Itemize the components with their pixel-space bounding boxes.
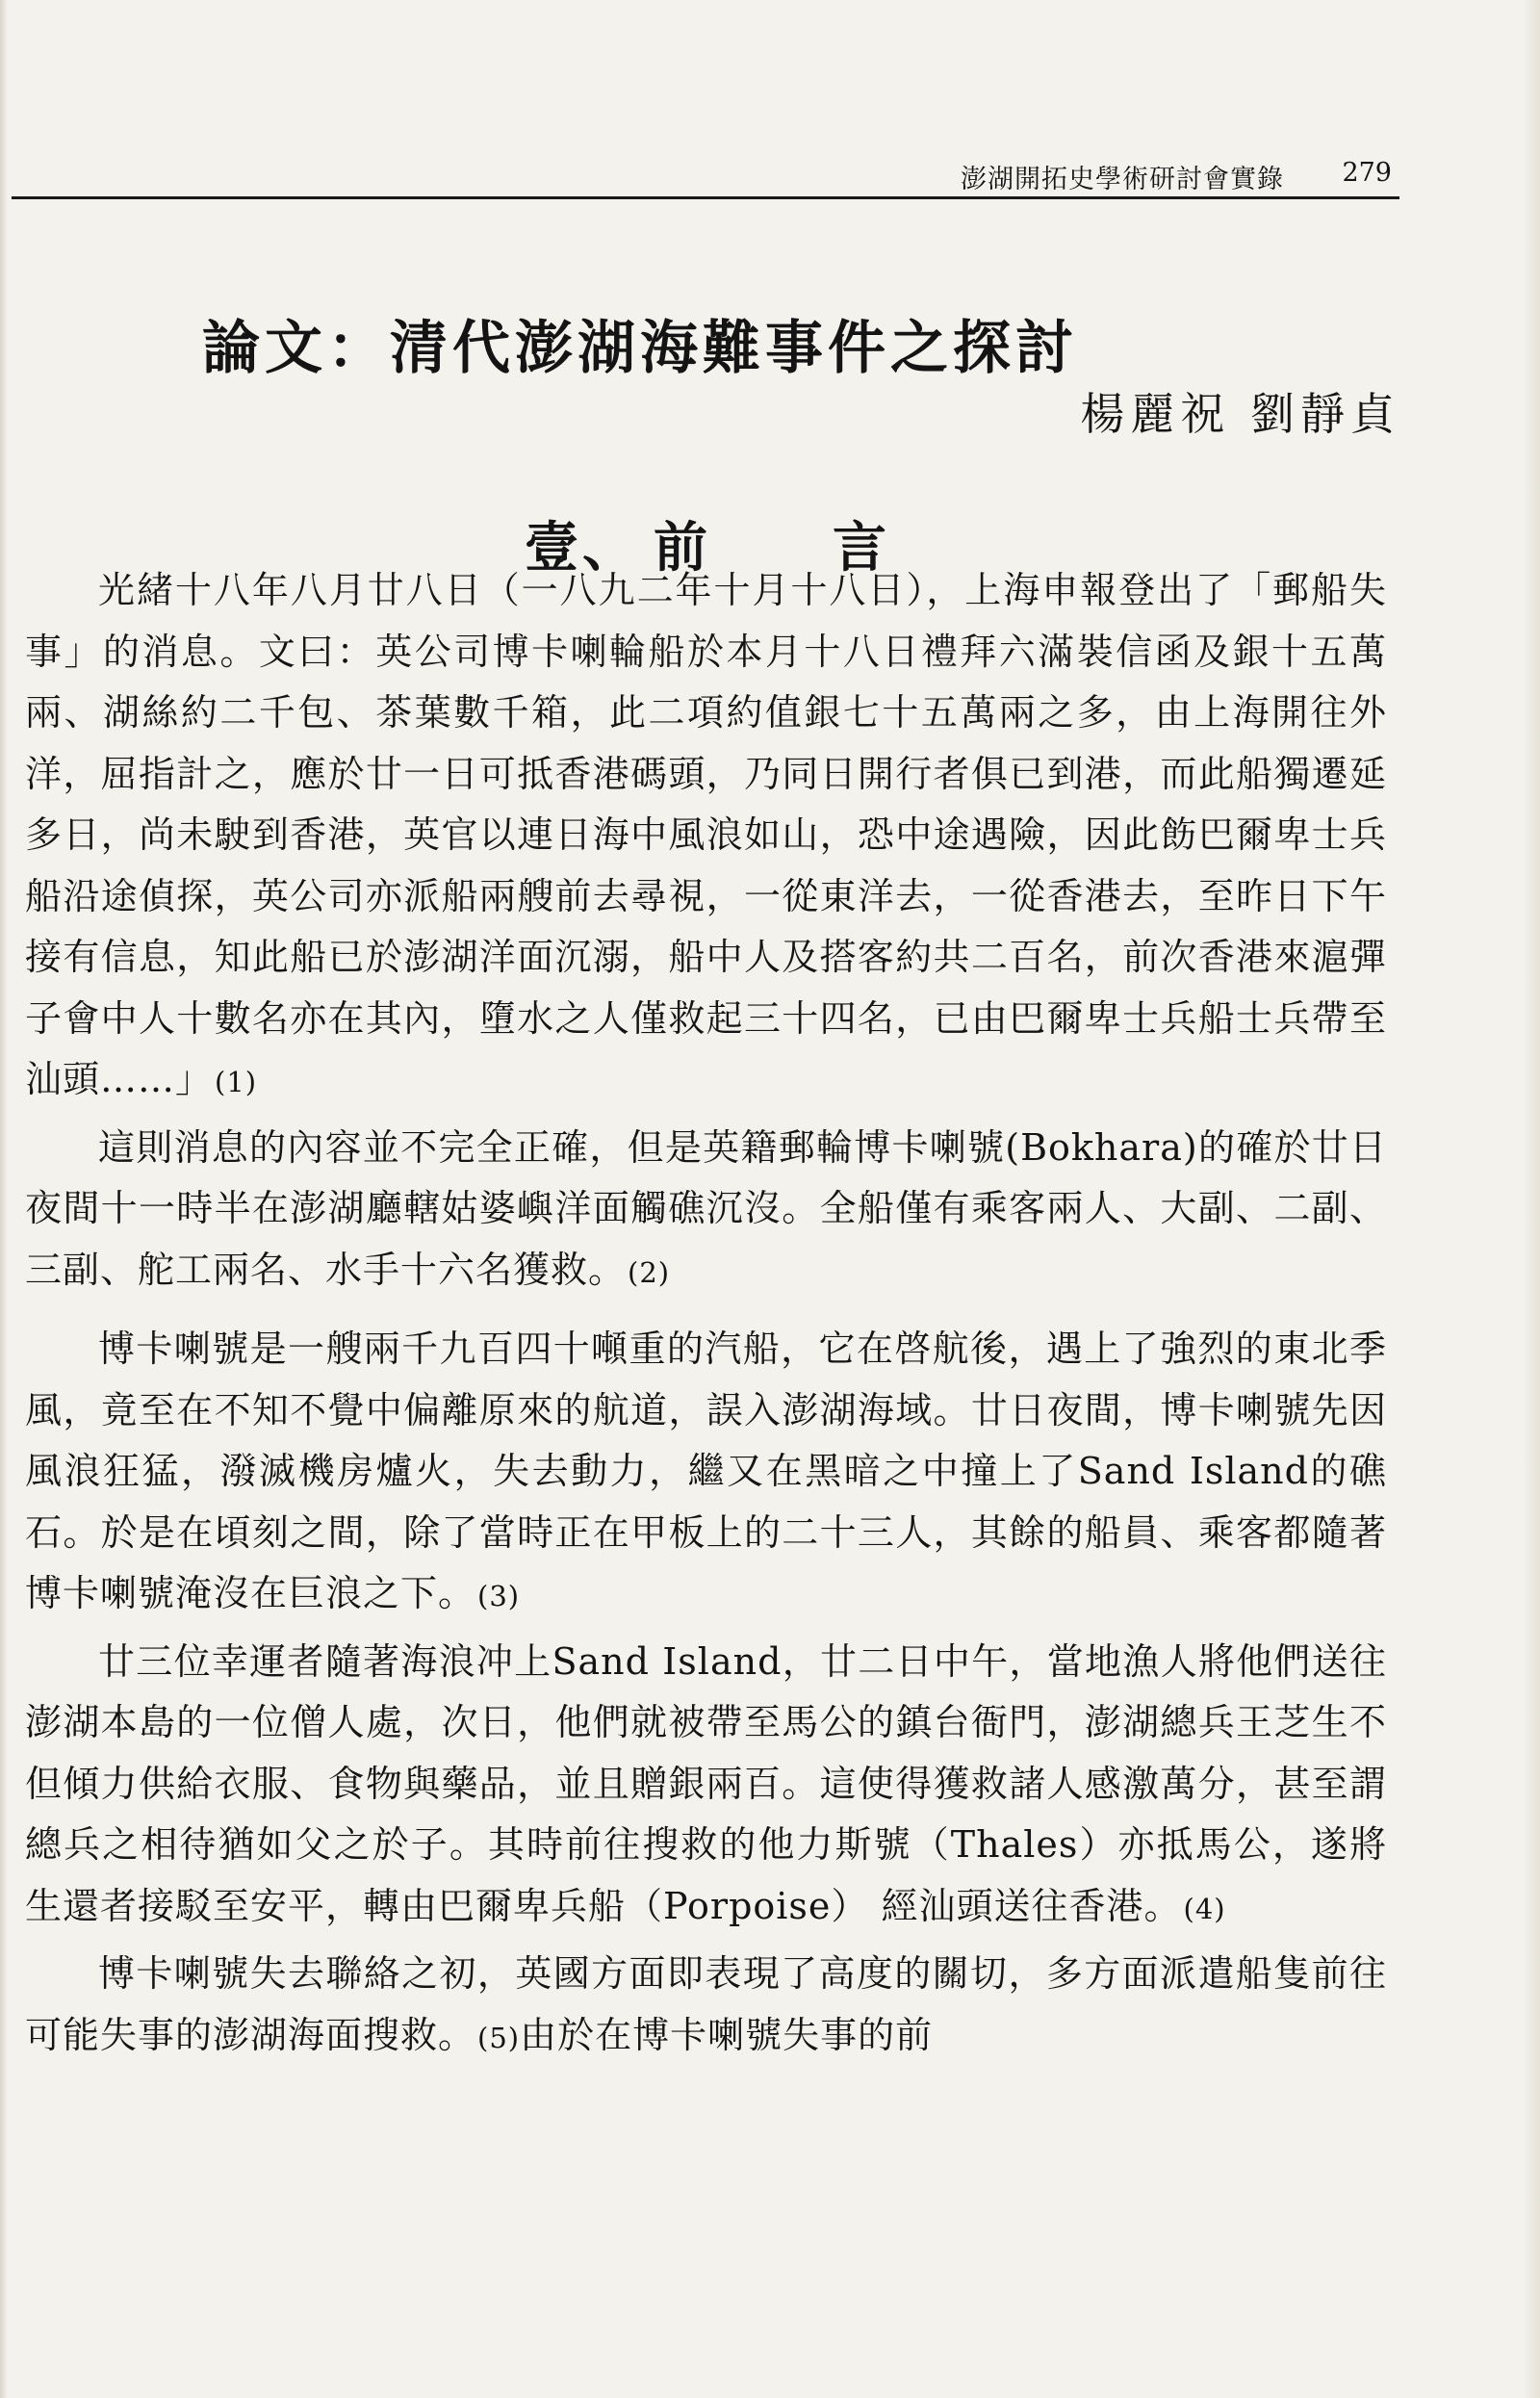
paragraph-4-text: 廿三位幸運者隨著海浪冲上Sand Island，廿二日中午，當地漁人將他們送往澎湖本島的一位僧人處，次日，他們就被帶至馬公的鎮台衙門，澎湖總兵王芝生不但傾力供給衣服、食物與藥品，並且贈銀兩百。這使得獲救諸人感激萬分，甚至謂總兵之相待猶如父之於子。其時前往搜救的他力斯號（Thales）亦抵馬公，遂將生還者接駁至安平，轉由巴爾卑兵船（Porpoise） 經汕頭送往香港。 — [25, 1639, 1387, 1927]
article-body — [25, 560, 1387, 2069]
paragraph-2 — [25, 1118, 1387, 1304]
paragraph-5-text-after-note: 由於在博卡喇號失事的前 — [520, 2013, 934, 2056]
authors: 楊麗祝 劉靜貞 — [1080, 388, 1400, 440]
footnote-marker-2: (2) — [628, 1255, 671, 1289]
footnote-marker-1: (1) — [215, 1066, 258, 1098]
running-header — [12, 150, 1399, 199]
section-heading-right: 言 — [833, 516, 890, 580]
paragraph-3-text: 博卡喇號是一艘兩千九百四十噸重的汽船，它在啓航後，遇上了強烈的東北季風，竟至在不知不覺中偏離原來的航道，誤入澎湖海域。廿日夜間，博卡喇號先因風浪狂猛，潑滅機房爐火，失去動力，繼又在黑暗之中撞上了Sand Island的礁石。於是在頃刻之間，除了當時正在甲板上的二十三人，其餘的船員、乘客都隨著博卡喇號淹沒在巨浪之下。 — [25, 1328, 1387, 1614]
running-title: 澎湖開拓史學術研討會實錄 — [961, 165, 1284, 194]
paragraph-3 — [25, 1307, 1387, 1628]
footnote-marker-3: (3) — [477, 1580, 521, 1612]
paragraph-4 — [25, 1632, 1387, 1941]
paragraph-1-text: 光緒十八年八月廿八日（一八九二年十月十八日），上海申報登出了「郵船失事」的消息。文曰：英公司博卡喇輪船於本月十八日禮拜六滿裝信函及銀十五萬兩、湖絲約二千包、茶葉數千箱，此二項約值銀七十五萬兩之多，由上海開往外洋，屈指計之，應於廿一日可抵香港碼頭，乃同日開行者俱已到港，而此船獨遷延多日，尚未駛到香港，英官以連日海中風浪如山，恐中途遇險，因此飭巴爾卑士兵船沿途偵探，英公司亦派船兩艘前去尋視，一從東洋去，一從香港去，至昨日下午接有信息，知此船已於澎湖洋面沉溺，船中人及搭客約共二百名，前次香港來滬彈子會中人十數名亦在其內，墮水之人僅救起三十四名，已由巴爾卑士兵船士兵帶至汕頭……」 — [25, 569, 1387, 1100]
footnote-marker-5: (5) — [477, 2021, 521, 2054]
scan-edge-right — [1523, 0, 1540, 2398]
section-number: 壹、 — [525, 516, 640, 580]
paragraph-5-text: 博卡喇號失去聯絡之初，英國方面即表現了高度的關切，多方面派遣船隻前往可能失事的澎湖海面搜救。 — [25, 1952, 1387, 2056]
scan-edge-left — [0, 0, 8, 2398]
paragraph-1 — [25, 560, 1387, 1114]
footnote-marker-4: (4) — [1183, 1892, 1226, 1925]
paragraph-2-text: 這則消息的內容並不完全正確，但是英籍郵輪博卡喇號(Bokhara)的確於廿日夜間十一時半在澎湖廳轄姑婆嶼洋面觸礁沉沒。全船僅有乘客兩人、大副、二副、三副、舵工兩名、水手十六名獲救。 — [25, 1125, 1387, 1291]
paper-title: 論文：清代澎湖海難事件之探討 — [202, 315, 1078, 383]
paragraph-5 — [25, 1944, 1387, 2069]
page-number: 279 — [1342, 158, 1392, 188]
section-heading-left: 前 — [654, 516, 711, 580]
